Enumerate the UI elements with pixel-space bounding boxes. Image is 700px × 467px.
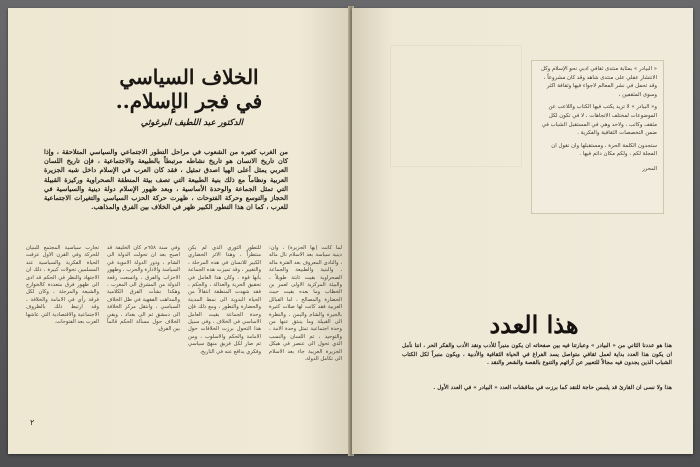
this-issue-footer: هذا ولا نسى ان القارئ قد يلمس حاجة للنقد كما برزت في مناقشات العدد « البيادر » في العدد الأول . xyxy=(433,385,672,391)
article-column-4: تجارب سياسية المجتمع للبنيان للحركة وفي القرن الاول عرفت الحياة الفكرية والسياسية عند المسلمين تحولات كبيرة ، ذلك ان الاجتهاد والنظر في الحكم قد ادى الى ظهور فرق متعددة كالخوارج والشيعة والمرجئة ، وكان لكل فرقة رأي في الامامة والخلافة ، وقد ارتبط ذلك بالظروف الاجتماعية والاقتصادية التي عاشها العرب بعد الفتوحات. xyxy=(26,245,99,326)
editorial-paragraph-2: و« البيادر » لا تريد يكتب فيها الكتاب واللاعب عن الموضوعات لمختلف الاتجاهات ، لا في تكون لكل مثقف وكاتب ، ولاحد وهي في المستقبل الشباب في ضمن التخصصات الثقافية والفكرية . xyxy=(541,104,657,137)
article-column-3: وفي سنة ٦٥٨م كان الخليفة قد اصبح بعد ان تحولت الدولة الى الشام ، ودور الدولة الاموية في السياسة والادارة والحرب ، وظهور الاحزاب والفرق ، واتسعت رقعة الدولة من المشرق الى المغرب ، وهكذا نشأت الفرق الكلامية والمذاهب الفقهية في ظل الخلاف السياسي ، وانتقل مركز الخلافة الى دمشق ثم الى بغداد ، وبقي الخلاف حول مسألة الحكم قائماً بين الفرق. xyxy=(107,245,180,333)
editor-signature: المحرر xyxy=(642,165,657,172)
article-title xyxy=(103,65,275,113)
title-line-2: في فجر الإسلام.. xyxy=(115,89,263,113)
this-issue-heading: هذا العدد xyxy=(489,310,579,339)
title-line-1: الخلاف السياسي xyxy=(119,65,259,89)
show-through-box xyxy=(390,45,522,167)
page-number: ٢ xyxy=(30,418,35,427)
this-issue-body: هذا هو عددنا الثاني من « البيادر » وعبارتنا فيه بين صفحاته ان يكون منبراً للأدب ونقد الأدب والفكر الحر ، اننا نأمل ان يكون هذا العدد بداية لعمل ثقافي متواصل يسد الفراغ في الحياة الثقافية والأدبية ، ويكون منبراً لكل الكتاب الشباب الذين يجدون فيه مجالاً للتعبير عن آرائهم والتنوع بالقصة والشعر والنقد . xyxy=(402,343,672,367)
editorial-box xyxy=(531,60,664,214)
editorial-paragraph-1: « البيادر » بمثابة منتدى ثقافي ادبي نحو الإسلام وكل الانتشار عقلي على منتدى شاهد وقد كان مشروعاً ، وقد تحمل في نشر المعالم لاجواء فيها وثقافة اكثر وسوى المثقفين ، xyxy=(540,66,657,98)
article-column-2: للتطور الثوري الذي لم يكن منتظراً ، وهذا الاثر الحضاري الكبير للانسان في هذه المرحلة ، والتغيير ، وقد تميزت هذه الجماعة بأنها قوة ، وكان هذا العامل في تحقيق الحرية والعدالة ، والحكم ، فقد شهدت المنطقة انتقالاً من الحياة البدوية الى نمط المدينة والحضارة والتطور ، ومع ذلك فإن وحدة الجماعة بقيت العامل الاساسي في الخلاف ، وفي سبيل هذا التحول برزت الخلافات حول الامامة والحكم والاسلوب ، ومن ثم صار لكل فريق منهج سياسي وفكري يدافع عنه في التاريخ. xyxy=(188,245,261,355)
article-intro: من الغرب كغيره من الشعوب في مراحل التطور الاجتماعي والسياسي المتلاحقة ، وإذا كان تاريخ الانسان هو تاريخ نشاطه مرتبطاً بالطبيعة والاجتماعية ، فإن تاريخ اللسان العربي يمثل أعلى الهيا اصدق تمثيل ، فقد كان العرب في الإسلام داخل شبه الجزيرة العربية ونظاماً مع ذلك بنية الطبيعة التي تصف بيئة المنطقة الصحراوية وركيزة القبيلة التي تمثل الجماعة والوحدة الأساسية ، وبعد ظهور الإسلام دولة دينية والسياسية في الحجاز والتوسع وحركة الفتوحات ، ظهرت حركة الحزب السياسي والتغيرات الاجتماعية للعرب ، كما ان هذا التطور الكبير ظهر في الخلاف بين الفرق والمذاهب. xyxy=(44,148,288,212)
left-page xyxy=(8,8,351,454)
article-column-1: لما كانت (بها الجزيرة) ، وان: دينية سياسة بعد الاسلام نال ماله ، والنادى المعروف بعد الفترة ماله ، والبنية والطبيعة والجماعة الصحراوية بقيت ثابتة طويلاً ، والبيئة المركزية الاولى لعمر بن الخطاب وما بعده بقيت حيث الحضارة والمصالح ، اما القبائل العربية فقد كانت لها صلات كثيرة بالحيرة والشام واليمن ، والنظرة الى القبيلة وما ينبثق عنها من وحدة اجتماعية تمثل وحدة الامة ، والتوحيد ، ثم اللسان والنسب الذي تحول الى عنصر في هيكل الجزيرة العربية جاء بعد الاسلام الى تكامل الدولة. xyxy=(269,245,342,363)
editorial-paragraph-3: ستجدون الكلمة الحرة ، ومستقبلها وان نقول ان المجلة لكم ، ولكم مكان دائم فيها . xyxy=(551,142,657,158)
author-byline: الدكتور عبد اللطيف البرغوثي xyxy=(140,118,243,128)
article-columns xyxy=(26,245,342,420)
